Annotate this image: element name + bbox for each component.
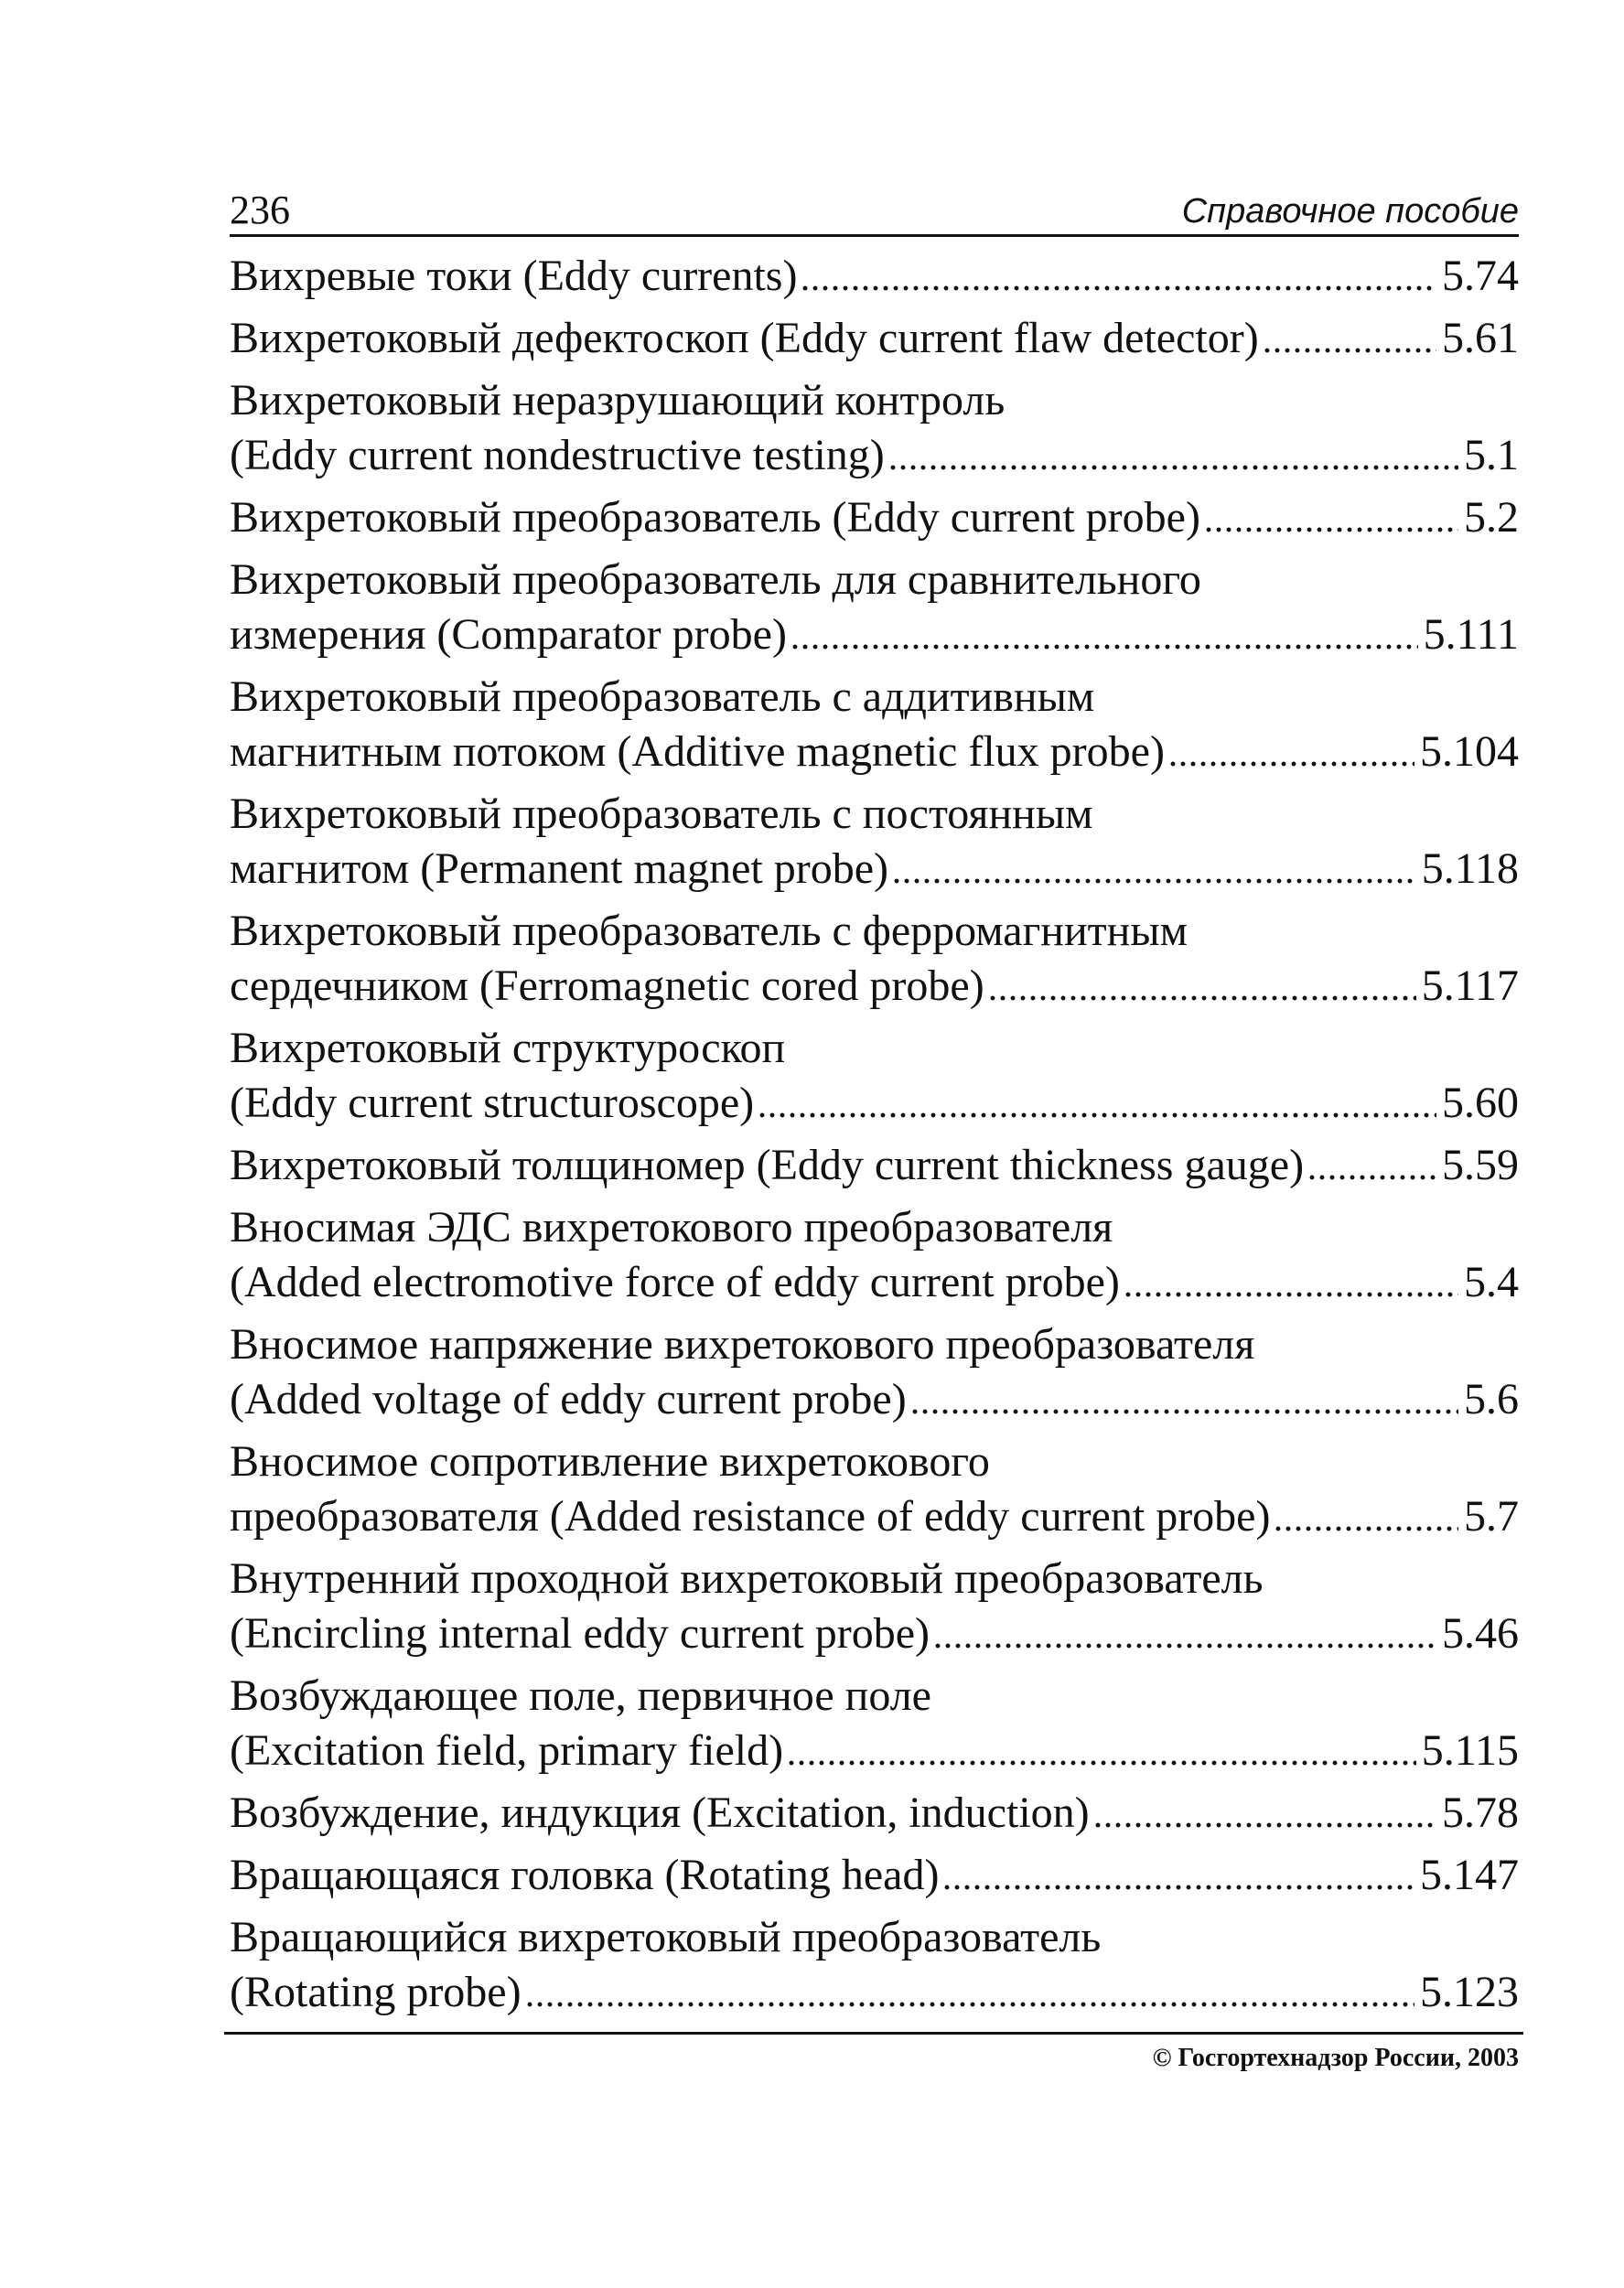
section-reference: 5.1 (1464, 431, 1519, 479)
entry-last-line (230, 959, 1519, 1014)
section-reference: 5.123 (1420, 1968, 1519, 2016)
section-reference: 5.7 (1464, 1492, 1519, 1541)
page-header (230, 183, 1519, 237)
dot-leader (1125, 1292, 1458, 1297)
section-reference: 5.61 (1442, 314, 1519, 362)
index-entry (230, 787, 1519, 897)
entry-term-line: Вихретоковый структуроскоп (230, 1024, 786, 1072)
entry-term-line: Вихревые токи (Eddy currents) (230, 252, 798, 300)
section-reference: 5.6 (1464, 1375, 1519, 1423)
section-reference: 5.78 (1442, 1789, 1519, 1837)
entry-term-line: преобразователя (Added resistance of eddy current probe) (230, 1492, 1271, 1541)
entry-last-line (230, 1606, 1519, 1661)
index-entry (230, 1434, 1519, 1544)
entry-term-line: сердечником (Ferromagnetic cored probe) (230, 961, 984, 1010)
section-reference: 5.4 (1464, 1258, 1519, 1306)
index-entry (230, 1552, 1519, 1661)
index-entry (230, 1021, 1519, 1131)
entry-term-line: магнитом (Permanent magnet probe) (230, 844, 889, 893)
dot-leader (912, 1409, 1458, 1414)
index-entry (230, 1317, 1519, 1427)
dot-leader (527, 2002, 1414, 2007)
dot-leader (1170, 761, 1414, 767)
entry-term-line: Вносимое напряжение вихретокового преобразователя (230, 1320, 1255, 1369)
section-reference: 5.60 (1442, 1079, 1519, 1127)
dot-leader (894, 878, 1416, 884)
entry-term-line: Вихретоковый толщиномер (Eddy current thickness gauge) (230, 1141, 1305, 1189)
entry-term-line: Внутренний проходной вихретоковый преобразователь (230, 1554, 1264, 1603)
index-entry (230, 1848, 1519, 1903)
section-reference: 5.147 (1420, 1851, 1519, 1899)
entry-term-line: (Excitation field, primary field) (230, 1726, 784, 1775)
entry-last-line (230, 1965, 1519, 2020)
dot-leader (802, 285, 1436, 291)
entry-last-line (230, 1848, 1519, 1903)
entry-term-line: Вихретоковый преобразователь для сравнительного (230, 555, 1201, 604)
index-entry (230, 1786, 1519, 1841)
entry-term-line: магнитным потоком (Additive magnetic flux probe) (230, 727, 1165, 776)
section-reference: 5.46 (1442, 1609, 1519, 1658)
running-title: Справочное пособие (1181, 192, 1519, 231)
entry-term-line: измерения (Comparator probe) (230, 610, 787, 659)
section-reference: 5.111 (1423, 610, 1519, 659)
entry-last-line (230, 1076, 1519, 1131)
entry-last-line (230, 1255, 1519, 1310)
index-entry (230, 1200, 1519, 1310)
index-entry (230, 1669, 1519, 1778)
entry-term-line: Вращающийся вихретоковый преобразователь (230, 1913, 1102, 1961)
index-entry (230, 490, 1519, 545)
index-entry (230, 1910, 1519, 2020)
entry-last-line (230, 1786, 1519, 1841)
dot-leader (990, 995, 1416, 1001)
index-entry (230, 311, 1519, 366)
section-reference: 5.59 (1442, 1141, 1519, 1189)
entry-term-line: Вносимое сопротивление вихретокового (230, 1437, 990, 1486)
entry-term-line: Возбуждение, индукция (Excitation, induction) (230, 1789, 1090, 1837)
entry-term-line: Вихретоковый преобразователь с ферромагнитным (230, 907, 1188, 955)
entry-term-line: Вносимая ЭДС вихретокового преобразователя (230, 1203, 1113, 1251)
entry-last-line (230, 725, 1519, 779)
dot-leader (1275, 1526, 1458, 1531)
entry-last-line (230, 311, 1519, 366)
entry-last-line (230, 249, 1519, 304)
dot-leader (935, 1643, 1436, 1649)
entry-last-line (230, 1138, 1519, 1193)
dot-leader (792, 644, 1418, 650)
dot-leader (944, 1885, 1414, 1890)
entry-term-line: Вращающаяся головка (Rotating head) (230, 1851, 940, 1899)
index-entry (230, 670, 1519, 779)
section-reference: 5.117 (1421, 961, 1519, 1010)
copyright-notice: © Госгортехнадзор России, 2003 (1152, 2044, 1519, 2072)
dot-leader (789, 1760, 1416, 1766)
index-list (230, 249, 1519, 2027)
entry-term-line: Вихретоковый дефектоскоп (Eddy current flaw detector) (230, 314, 1259, 362)
entry-last-line (230, 490, 1519, 545)
entry-term-line: (Eddy current nondestructive testing) (230, 431, 885, 479)
index-entry (230, 553, 1519, 662)
section-reference: 5.115 (1421, 1726, 1519, 1775)
entry-term-line: (Rotating probe) (230, 1968, 522, 2016)
index-entry (230, 1138, 1519, 1193)
entry-term-line: Вихретоковый преобразователь с постоянным (230, 790, 1093, 838)
entry-term-line: (Added voltage of eddy current probe) (230, 1375, 907, 1423)
page-number: 236 (230, 188, 290, 232)
entry-term-line: Вихретоковый неразрушающий контроль (230, 376, 1006, 424)
section-reference: 5.104 (1420, 727, 1519, 776)
section-reference: 5.2 (1464, 493, 1519, 542)
entry-term-line: (Encircling internal eddy current probe) (230, 1609, 930, 1658)
index-entry (230, 249, 1519, 304)
entry-term-line: Возбуждающее поле, первичное поле (230, 1671, 931, 1720)
entry-last-line (230, 607, 1519, 662)
dot-leader (1206, 527, 1458, 532)
entry-term-line: (Added electromotive force of eddy current probe) (230, 1258, 1120, 1306)
dot-leader (1309, 1175, 1436, 1180)
entry-term-line: (Eddy current structuroscope) (230, 1079, 755, 1127)
entry-last-line (230, 1724, 1519, 1778)
entry-last-line (230, 1372, 1519, 1427)
dot-leader (890, 465, 1458, 470)
entry-last-line (230, 842, 1519, 897)
index-entry (230, 373, 1519, 483)
dot-leader (1264, 348, 1436, 353)
footer-divider (224, 2032, 1523, 2035)
dot-leader (759, 1112, 1436, 1118)
dot-leader (1095, 1822, 1436, 1828)
entry-last-line (230, 1489, 1519, 1544)
entry-term-line: Вихретоковый преобразователь с аддитивным (230, 672, 1095, 721)
index-entry (230, 904, 1519, 1014)
section-reference: 5.74 (1442, 252, 1519, 300)
entry-term-line: Вихретоковый преобразователь (Eddy current probe) (230, 493, 1200, 542)
entry-last-line (230, 428, 1519, 483)
section-reference: 5.118 (1421, 844, 1519, 893)
